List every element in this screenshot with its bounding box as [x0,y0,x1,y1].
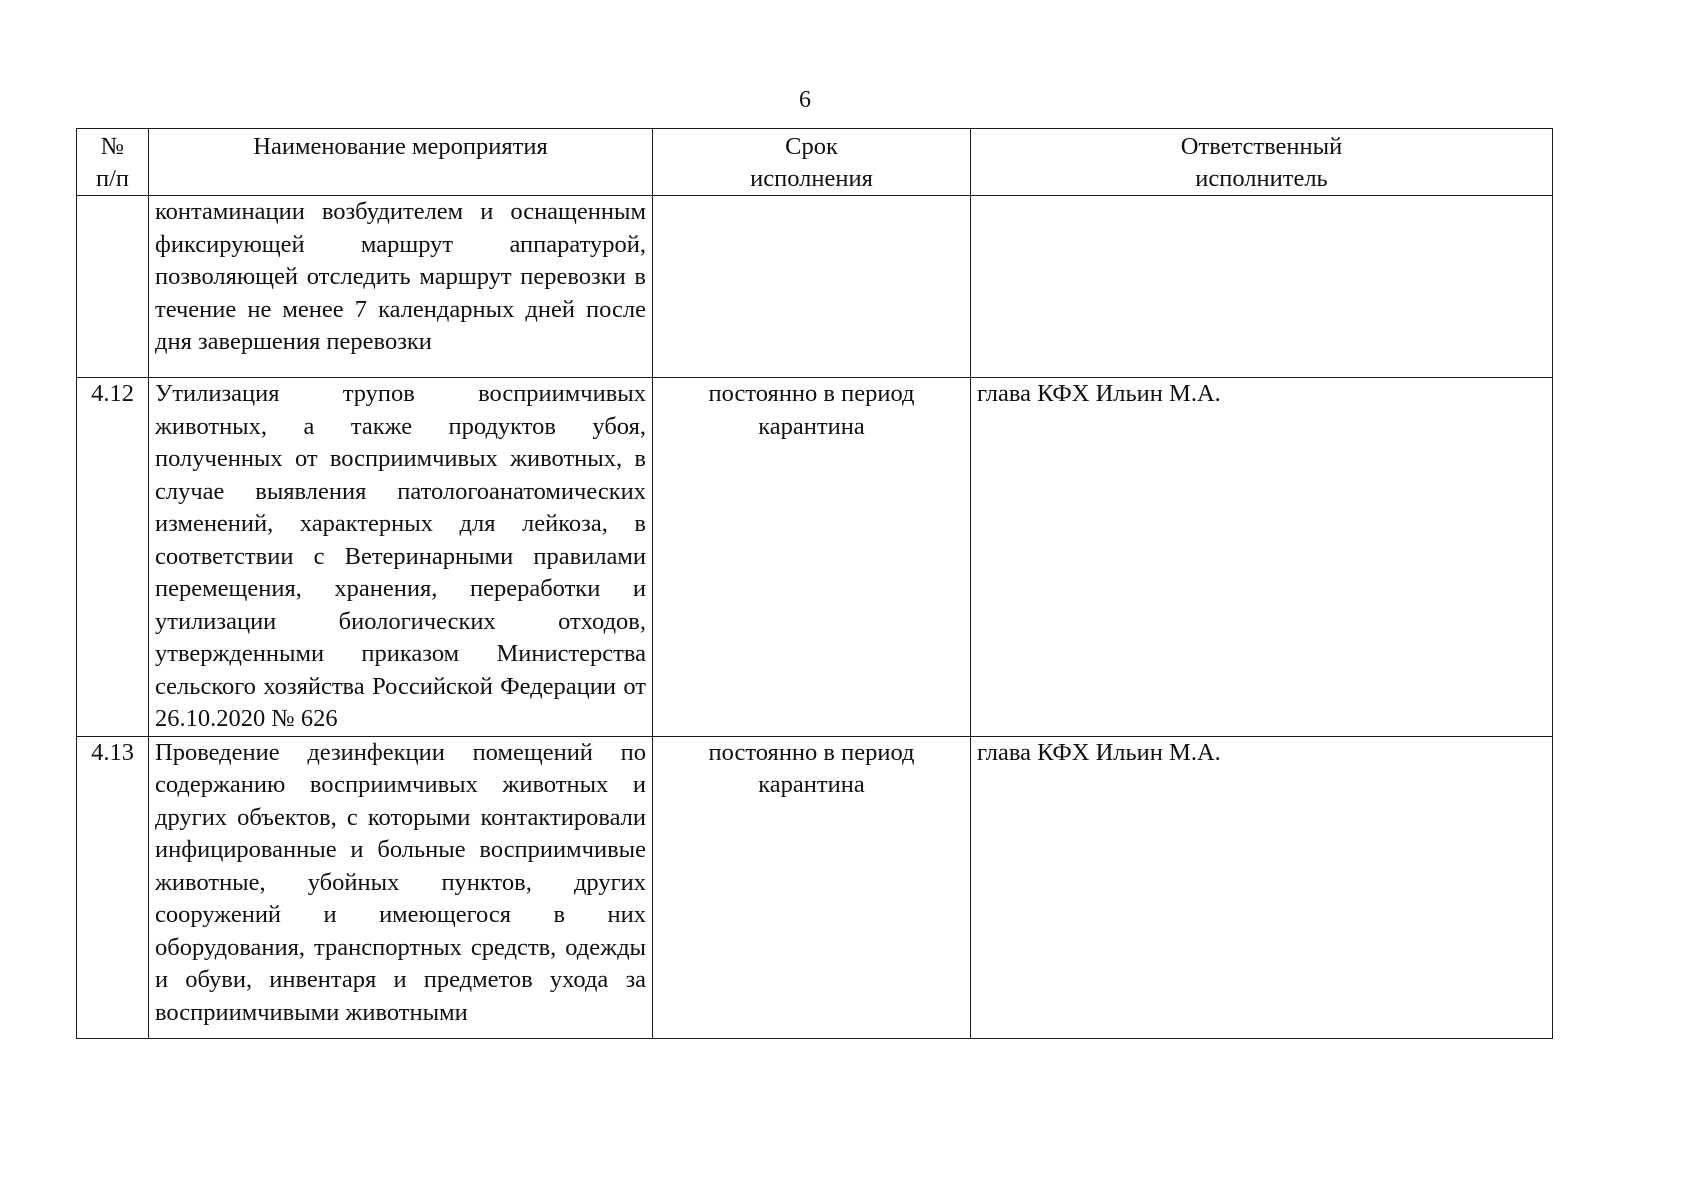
header-term-line2: исполнения [750,165,873,192]
header-number-line2: п/п [95,165,130,192]
page-number: 6 [799,87,811,113]
row-responsible [971,196,1553,378]
row-number [77,196,149,378]
row-term: постоянно в период карантина [653,378,971,737]
header-term [653,129,971,196]
header-measure-name: Наименование мероприятия [149,129,653,196]
header-number [77,129,149,196]
row-description: Утилизация трупов восприимчивых животных, а также продуктов убоя, полученных от восприимчивых животных, в случае выявления патологоанатомических изменений, характерных для лейкоза, в соответствии с Ветеринарными правилами перемещения, хранения, переработки и утилизации биологических отходов, утвержденными приказом Министерства сельского хозяйства Российской Федерации от 26.10.2020 № 626 [149,378,653,737]
row-description: Проведение дезинфекции помещений по содержанию восприимчивых животных и других объектов, с которыми контактировали инфицированные и больные восприимчивые животные, убойных пунктов, других сооружений и имеющегося в них оборудования, транспортных средств, одежды и обуви, инвентаря и предметов ухода за восприимчивыми животными [149,736,653,1038]
header-responsible-line1: Ответственный [1180,133,1343,160]
row-responsible: глава КФХ Ильин М.А. [971,378,1553,737]
row-term [653,196,971,378]
row-responsible: глава КФХ Ильин М.А. [971,736,1553,1038]
header-number-line1: № [100,133,125,160]
table-row [77,736,1553,1038]
row-description: контаминации возбудителем и оснащенным фиксирующей маршрут аппаратурой, позволяющей отследить маршрут перевозки в течение не менее 7 календарных дней после дня завершения перевозки [149,196,653,378]
table-header-row [77,129,1553,196]
measures-table [76,128,1553,1039]
table-row [77,196,1553,378]
header-responsible [971,129,1553,196]
table-row [77,378,1553,737]
row-number: 4.13 [77,736,149,1038]
row-number: 4.12 [77,378,149,737]
header-responsible-line2: исполнитель [1195,165,1328,192]
header-term-line1: Срок [785,133,838,160]
row-term: постоянно в период карантина [653,736,971,1038]
